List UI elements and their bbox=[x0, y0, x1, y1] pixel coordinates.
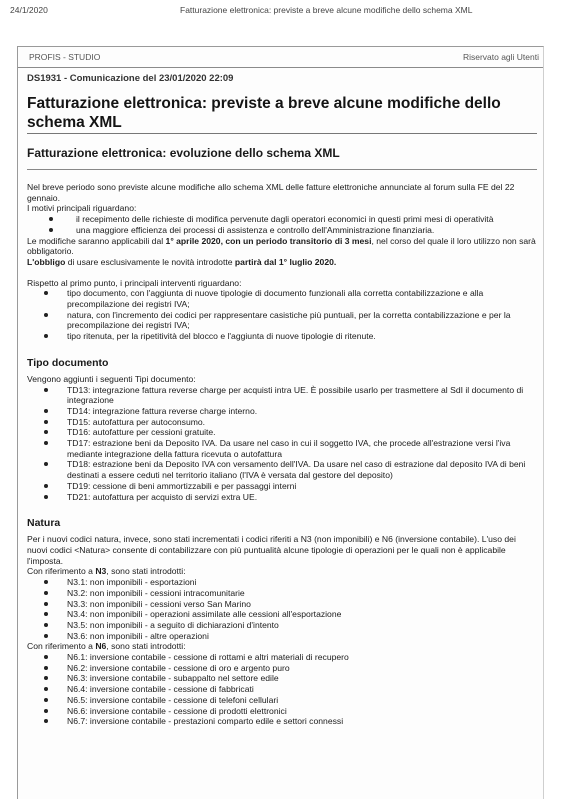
list-item: N3.5: non imponibili - a seguito di dichiarazioni d'intento bbox=[27, 620, 537, 631]
list-item: TD15: autofattura per autoconsumo. bbox=[27, 417, 537, 428]
list-item: natura, con l'incremento dei codici per rappresentare casistiche più puntuali, per la corretta contabilizzazione e per la precompilazione dei registri IVA; bbox=[27, 310, 537, 331]
title-divider bbox=[27, 133, 537, 134]
print-title: Fatturazione elettronica: previste a breve alcune modifiche dello schema XML bbox=[180, 5, 473, 15]
list-item: N6.3: inversione contabile - subappalto nel settore edile bbox=[27, 673, 537, 684]
tipo-documento-intro: Vengono aggiunti i seguenti Tipi documento: bbox=[27, 373, 196, 384]
list-item: TD21: autofattura per acquisto di servizi extra UE. bbox=[27, 492, 537, 503]
n3-intro: Con riferimento a N3, sono stati introdotti: bbox=[27, 566, 186, 577]
n6-list bbox=[27, 652, 537, 727]
list-item: TD14: integrazione fattura reverse charge interno. bbox=[27, 406, 537, 417]
interventions-intro: Rispetto al primo punto, i principali interventi riguardano: bbox=[27, 277, 242, 288]
list-item: TD16: autofatture per cessioni gratuite. bbox=[27, 427, 537, 438]
list-item: tipo documento, con l'aggiunta di nuove tipologie di documento funzionali alla corretta contabilizzazione e alla precompilazione dei registri IVA; bbox=[27, 288, 537, 309]
list-item: tipo ritenuta, per la ripetitività del blocco e l'aggiunta di nuove tipologie di ritenute. bbox=[27, 331, 537, 342]
document-page bbox=[17, 46, 544, 799]
intro-paragraph: Nel breve periodo sono previste alcune modifiche allo schema XML delle fatture elettroniche annunciate al forum sulla FE del 22 gennaio. bbox=[27, 182, 515, 203]
list-item: N6.4: inversione contabile - cessione di fabbricati bbox=[27, 684, 537, 695]
list-item: N6.5: inversione contabile - cessione di telefoni cellulari bbox=[27, 695, 537, 706]
list-item: il recepimento delle richieste di modifica pervenute dagli operatori economici in questi primi mesi di operatività bbox=[27, 214, 537, 225]
list-item: TD18: estrazione beni da Deposito IVA con versamento dell'IVA. Da usare nel caso di estrazione dal deposito IVA di beni destinati a essere ceduti nel territorio italiano (l'IVA è versata dal gestore del deposito) bbox=[27, 459, 537, 480]
list-item: N3.4: non imponibili - operazioni assimilate alle cessioni all'esportazione bbox=[27, 609, 537, 620]
list-item: TD19: cessione di beni ammortizzabili e per passaggi interni bbox=[27, 481, 537, 492]
tipo-documento-list bbox=[27, 385, 537, 503]
reserved-label: Riservato agli Utenti bbox=[462, 52, 539, 62]
n6-intro: Con riferimento a N6, sono stati introdotti: bbox=[27, 641, 186, 652]
section-subtitle: Fatturazione elettronica: evoluzione dello schema XML bbox=[27, 146, 340, 160]
brand-label: PROFIS - STUDIO bbox=[29, 52, 101, 62]
list-item: N3.1: non imponibili - esportazioni bbox=[27, 577, 537, 588]
list-item: N3.3: non imponibili - cessioni verso San Marino bbox=[27, 599, 537, 610]
article bbox=[18, 73, 543, 727]
list-item: TD17: estrazione beni da Deposito IVA. Da usare nel caso in cui il soggetto IVA, che procede all'estrazione versi l'iva mediante integrazione della fattura ricevuta o autofattura bbox=[27, 438, 537, 459]
n3-list bbox=[27, 577, 537, 641]
interventions-list bbox=[27, 288, 537, 342]
list-item: N6.6: inversione contabile - cessione di prodotti elettronici bbox=[27, 706, 537, 717]
natura-paragraph: Per i nuovi codici natura, invece, sono stati incrementati i codici riferiti a N3 (non imponibili) e N6 (inversione contabile). L'uso dei nuovi codici <Natura> consente di contabilizzare con più puntualità alcune tipologie di operazioni per le quali non è applicabile l'imposta. bbox=[27, 534, 516, 566]
list-item: una maggiore efficienza dei processi di assistenza e controllo dell'Amministrazione finanziaria. bbox=[27, 225, 537, 236]
list-item: N6.1: inversione contabile - cessione di rottami e altri materiali di recupero bbox=[27, 652, 537, 663]
subtitle-divider bbox=[27, 169, 537, 170]
page-title: Fatturazione elettronica: previste a breve alcune modifiche dello schema XML bbox=[27, 95, 501, 131]
list-item: N3.6: non imponibili - altre operazioni bbox=[27, 631, 537, 642]
list-item: N3.2: non imponibili - cessioni intracomunitarie bbox=[27, 588, 537, 599]
header-bar bbox=[18, 47, 543, 68]
list-item: N6.2: inversione contabile - cessione di oro e argento puro bbox=[27, 663, 537, 674]
reasons-intro: I motivi principali riguardano: bbox=[27, 203, 137, 214]
obligation-paragraph: L'obbligo di usare esclusivamente le novità introdotte partirà dal 1° luglio 2020. bbox=[27, 256, 337, 267]
reasons-list bbox=[27, 214, 537, 235]
applicability-paragraph: Le modifiche saranno applicabili dal 1° aprile 2020, con un periodo transitorio di 3 mesi, nel corso del quale il loro utilizzo non sarà obbligatorio. bbox=[27, 235, 536, 257]
communication-id: DS1931 - Comunicazione del 23/01/2020 22:09 bbox=[27, 73, 234, 84]
list-item: N6.7: inversione contabile - prestazioni comparto edile e settori connessi bbox=[27, 716, 537, 727]
list-item: TD13: integrazione fattura reverse charge per acquisti intra UE. È possibile usarlo per trasmettere al SdI il documento di integrazione bbox=[27, 385, 537, 406]
tipo-documento-heading: Tipo documento bbox=[27, 356, 109, 369]
natura-heading: Natura bbox=[27, 517, 61, 530]
print-date: 24/1/2020 bbox=[10, 5, 48, 15]
